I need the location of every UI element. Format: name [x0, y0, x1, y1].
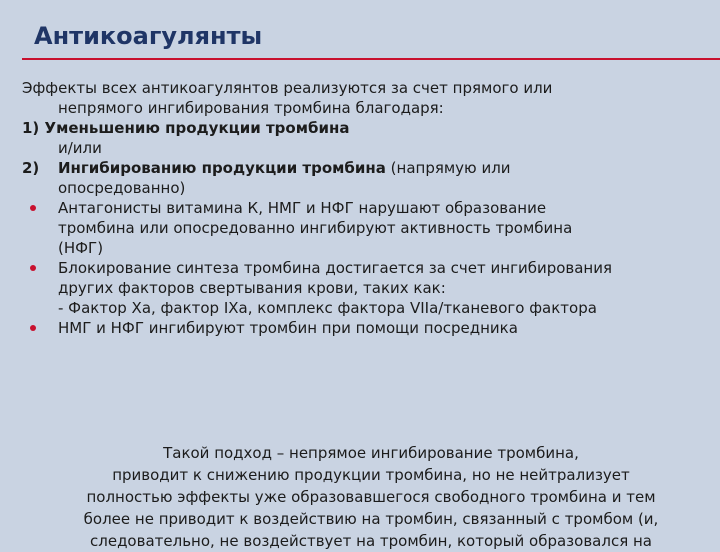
intro-line-1: Эффекты всех антикоагулянтов реализуются за счет прямого или [22, 79, 553, 97]
bullet-item [22, 198, 702, 258]
bullet-icon [30, 325, 36, 331]
conclusion-line-2: приводит к снижению продукции тромбина, но не нейтрализует [112, 466, 630, 484]
item-2 [22, 158, 702, 178]
conclusion-line-5: следовательно, не воздействует на тромбин, который образовался на [90, 532, 652, 550]
slide-content [22, 78, 702, 338]
title-divider [22, 58, 720, 60]
bullet-line: Блокирование синтеза тромбина достигается за счет ингибирования [58, 259, 613, 277]
bullet-line: Антагонисты витамина К, НМГ и НФГ нарушают образование [58, 199, 547, 217]
bullet-line: - Фактор Xa, фактор IXa, комплекс фактора VIIa/тканевого фактора [58, 299, 597, 317]
conclusion-text [22, 442, 720, 552]
bullet-icon [30, 265, 36, 271]
conclusion-line-3: полностью эффекты уже образовавшегося свободного тромбина и тем [86, 488, 656, 506]
bullet-line: (НФГ) [58, 239, 104, 257]
item-1: 1) Уменьшению продукции тромбина [22, 119, 350, 137]
conclusion-line-1: Такой подход – непрямое ингибирование тромбина, [163, 444, 579, 462]
bullet-item [22, 318, 702, 338]
slide-title: Антикоагулянты [34, 22, 263, 50]
item-2-line-2: опосредованно) [58, 179, 186, 197]
item-2-bold: Ингибированию продукции тромбина [58, 159, 386, 177]
bullet-line: НМГ и НФГ ингибируют тромбин при помощи посредника [58, 319, 518, 337]
item-2-number: 2) [22, 159, 40, 177]
bullet-item [22, 258, 702, 318]
bullet-line: тромбина или опосредованно ингибируют активность тромбина [58, 219, 573, 237]
bullet-icon [30, 205, 36, 211]
item-2-rest: (напрямую или [385, 159, 511, 177]
bullet-line: других факторов свертывания крови, таких как: [58, 279, 446, 297]
intro-line-2: непрямого ингибирования тромбина благодаря: [58, 99, 444, 117]
and-or-text: и/или [58, 139, 102, 157]
conclusion-line-4: более не приводит к воздействию на тромбин, связанный с тромбом (и, [83, 510, 659, 528]
